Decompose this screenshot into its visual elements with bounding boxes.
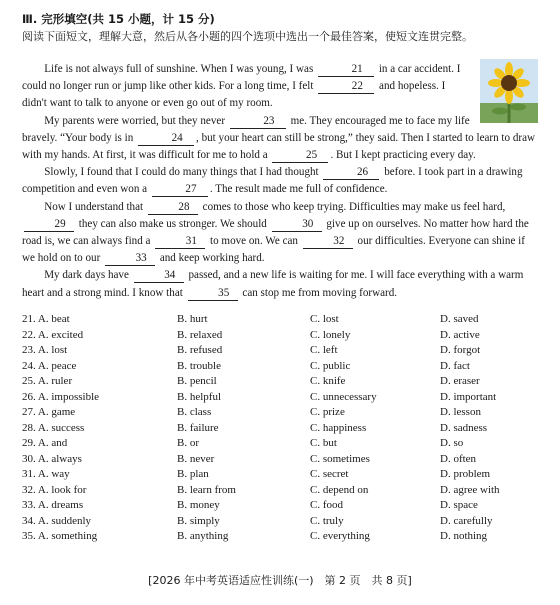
option-d[interactable]: D. eraser xyxy=(440,375,480,387)
option-d[interactable]: D. space xyxy=(440,499,478,511)
option-b[interactable]: B. simply xyxy=(177,514,220,527)
option-c[interactable]: C. secret xyxy=(310,468,349,480)
option-row xyxy=(22,467,538,483)
option-row xyxy=(22,328,538,344)
option-a[interactable]: 28. A. success xyxy=(22,421,85,434)
option-d[interactable]: D. nothing xyxy=(440,530,488,542)
option-a[interactable]: 32. A. look for xyxy=(22,483,87,496)
option-d[interactable]: D. important xyxy=(440,390,497,403)
option-c[interactable]: C. depend on xyxy=(310,483,369,496)
paragraph-2: My parents were worried, but they never 23 me. They encouraged me to face my life bravely. “Your body is in 24 , but your heart can still be strong,” they said. Then I started to learn to draw with my hands. At first, it was difficult for me to hold a 25 . But I kept practicing every day. xyxy=(22,114,536,162)
blank-26[interactable]: 26 xyxy=(323,166,379,180)
option-row xyxy=(22,498,538,514)
option-a[interactable]: 22. A. excited xyxy=(22,328,84,341)
option-c[interactable]: C. unnecessary xyxy=(310,390,377,403)
option-b[interactable]: B. relaxed xyxy=(177,328,223,341)
option-b[interactable]: B. refused xyxy=(177,344,223,356)
option-d[interactable]: D. so xyxy=(440,437,464,449)
option-d[interactable]: D. saved xyxy=(440,313,479,325)
option-b[interactable]: B. money xyxy=(177,499,220,511)
paragraph-3: Slowly, I found that I could do many things that I had thought 26 before. I took part in a drawing competition and even won a 27 . The result made me full of confidence. xyxy=(22,166,523,196)
option-b[interactable]: B. plan xyxy=(177,468,209,480)
cloze-passage xyxy=(22,61,538,302)
option-c[interactable]: C. food xyxy=(310,499,343,511)
option-c[interactable]: C. public xyxy=(310,359,351,372)
option-d[interactable]: D. agree with xyxy=(440,483,500,496)
section-heading: Ⅲ. 完形填空(共 15 小题，计 15 分) xyxy=(22,12,215,26)
option-c[interactable]: C. happiness xyxy=(310,421,367,434)
option-c[interactable]: C. lost xyxy=(310,313,339,325)
blank-23[interactable]: 23 xyxy=(230,115,286,129)
paragraph-1: Life is not always full of sunshine. When I was young, I was 21 in a car accident. I could no longer run or jump like other kids. For a long time, I felt 22 and hopeless. I didn't want to talk to anyone or even go out of my room. xyxy=(22,63,461,110)
option-row xyxy=(22,390,538,406)
option-d[interactable]: D. problem xyxy=(440,468,491,480)
blank-31[interactable]: 31 xyxy=(155,235,205,249)
option-row xyxy=(22,405,538,421)
blank-21[interactable]: 21 xyxy=(318,63,374,77)
blank-32[interactable]: 32 xyxy=(303,235,353,249)
option-d[interactable]: D. often xyxy=(440,452,477,465)
option-a[interactable]: 27. A. game xyxy=(22,406,76,418)
option-d[interactable]: D. carefully xyxy=(440,514,493,527)
option-b[interactable]: B. hurt xyxy=(177,313,208,325)
option-d[interactable]: D. forgot xyxy=(440,344,481,356)
option-b[interactable]: B. class xyxy=(177,406,212,418)
option-a[interactable]: 21. A. beat xyxy=(22,313,70,325)
sunflower-image xyxy=(480,59,538,123)
option-row xyxy=(22,359,538,375)
option-a[interactable]: 31. A. way xyxy=(22,468,70,480)
blank-28[interactable]: 28 xyxy=(148,201,198,215)
option-b[interactable]: B. helpful xyxy=(177,390,221,403)
page-footer: [2026 年中考英语适应性训练(一) 第 2 页 共 8 页] xyxy=(148,574,412,587)
option-a[interactable]: 33. A. dreams xyxy=(22,499,84,511)
option-b[interactable]: B. anything xyxy=(177,530,229,542)
blank-33[interactable]: 33 xyxy=(105,252,155,266)
blank-24[interactable]: 24 xyxy=(138,132,194,146)
option-c[interactable]: C. prize xyxy=(310,406,345,418)
option-c[interactable]: C. left xyxy=(310,344,338,356)
option-b[interactable]: B. failure xyxy=(177,421,219,434)
option-d[interactable]: D. lesson xyxy=(440,406,481,418)
option-b[interactable]: B. trouble xyxy=(177,359,221,372)
option-b[interactable]: B. or xyxy=(177,437,199,449)
option-c[interactable]: C. lonely xyxy=(310,328,351,341)
option-d[interactable]: D. sadness xyxy=(440,421,488,434)
blank-35[interactable]: 35 xyxy=(188,287,238,301)
option-c[interactable]: C. but xyxy=(310,437,337,449)
option-row xyxy=(22,343,538,359)
option-row xyxy=(22,483,538,499)
blank-25[interactable]: 25 xyxy=(272,149,328,163)
option-c[interactable]: C. knife xyxy=(310,375,346,387)
section-instruction: 阅读下面短文，理解大意，然后从各小题的四个选项中选出一个最佳答案，使短文连贯完整。 xyxy=(22,30,473,43)
option-a[interactable]: 24. A. peace xyxy=(22,359,77,372)
option-row xyxy=(22,421,538,437)
option-a[interactable]: 30. A. always xyxy=(22,452,82,465)
option-c[interactable]: C. everything xyxy=(310,530,370,542)
blank-29[interactable]: 29 xyxy=(24,218,74,232)
option-row xyxy=(22,452,538,468)
option-row xyxy=(22,312,538,328)
answer-options xyxy=(22,312,538,545)
blank-30[interactable]: 30 xyxy=(272,218,322,232)
option-a[interactable]: 34. A. suddenly xyxy=(22,514,92,527)
option-row xyxy=(22,529,538,545)
option-a[interactable]: 26. A. impossible xyxy=(22,390,100,403)
option-row xyxy=(22,374,538,390)
option-b[interactable]: B. pencil xyxy=(177,375,217,387)
paragraph-4: Now I understand that 28 comes to those who keep trying. Difficulties may make us feel hard, 29 they can also make us stronger. We should 30 give up on ourselves. No matter how hard the road is, we can always find a 31 to move on. We can 32 our difficulties. Everyone can shine if we hold on to our 33 and keep working hard. xyxy=(22,200,529,265)
paragraph-5: My dark days have 34 passed, and a new life is waiting for me. I will face everything with a warm heart and a strong mind. I know that 35 can stop me from moving forward. xyxy=(22,269,524,299)
option-d[interactable]: D. fact xyxy=(440,359,470,372)
option-d[interactable]: D. active xyxy=(440,328,480,341)
blank-22[interactable]: 22 xyxy=(318,80,374,94)
option-a[interactable]: 29. A. and xyxy=(22,437,68,449)
option-a[interactable]: 25. A. ruler xyxy=(22,375,73,387)
option-b[interactable]: B. never xyxy=(177,452,215,465)
option-a[interactable]: 35. A. something xyxy=(22,530,98,542)
option-row xyxy=(22,514,538,530)
option-c[interactable]: C. truly xyxy=(310,514,344,527)
blank-27[interactable]: 27 xyxy=(152,183,208,197)
blank-34[interactable]: 34 xyxy=(134,269,184,283)
option-b[interactable]: B. learn from xyxy=(177,483,236,496)
option-a[interactable]: 23. A. lost xyxy=(22,344,68,356)
option-row xyxy=(22,436,538,452)
option-c[interactable]: C. sometimes xyxy=(310,452,370,465)
